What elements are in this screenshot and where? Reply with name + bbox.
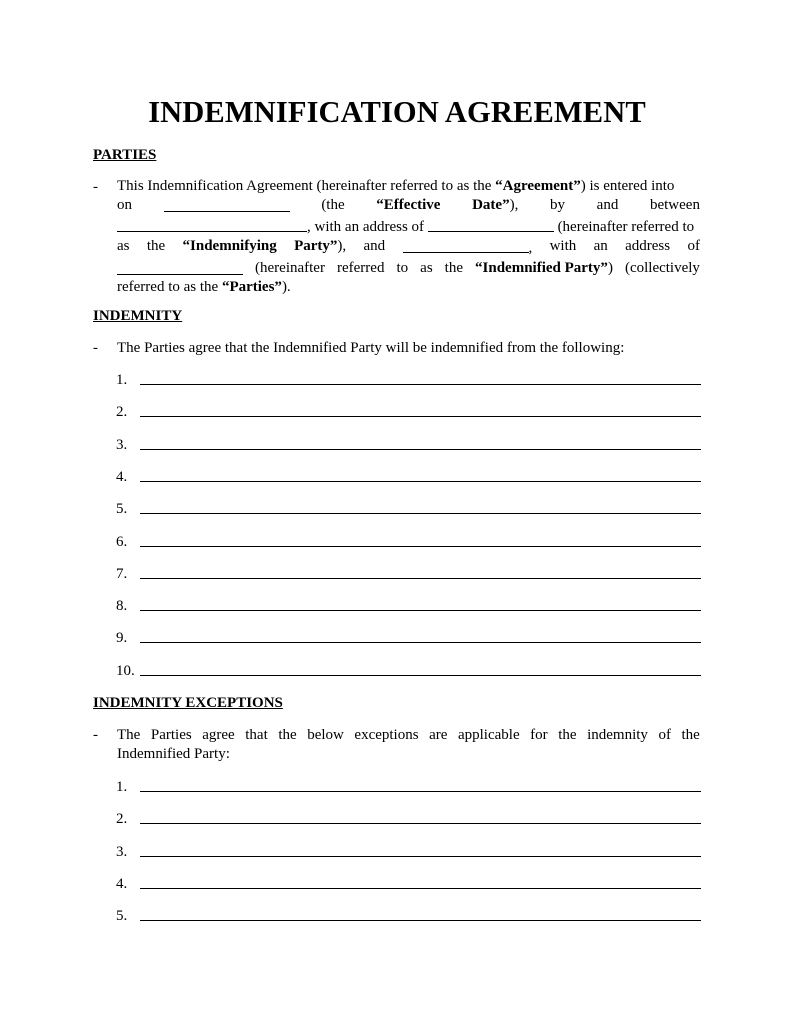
item-number: 3.	[116, 437, 128, 453]
exception-item[interactable]	[116, 777, 701, 797]
text-span: as	[117, 238, 130, 255]
text-span: of	[658, 727, 671, 743]
text-span: This Indemnification Agreement (hereinafter referred to as the	[117, 178, 496, 194]
item-number: 9.	[116, 630, 128, 646]
effective-date-blank[interactable]	[164, 197, 290, 212]
item-line[interactable]	[140, 920, 701, 921]
item-line[interactable]	[140, 675, 701, 676]
term-party-group	[294, 237, 346, 258]
text-span: below	[307, 727, 344, 743]
indemnity-item[interactable]	[116, 435, 701, 455]
item-line[interactable]	[140, 449, 701, 450]
parties-line-6	[117, 278, 700, 297]
section-heading-indemnity-exceptions: INDEMNITY EXCEPTIONS	[93, 695, 283, 711]
item-line[interactable]	[140, 856, 701, 857]
item-line[interactable]	[140, 546, 701, 547]
item-line[interactable]	[140, 610, 701, 611]
bullet-dash: -	[93, 179, 98, 195]
text-span: between	[649, 197, 700, 214]
item-line[interactable]	[140, 791, 701, 792]
indemnity-item[interactable]	[116, 628, 701, 648]
document-title: INDEMNIFICATION AGREEMENT	[148, 95, 646, 129]
indemnifying-party-name-blank[interactable]	[117, 217, 307, 232]
term-party: Party”	[294, 238, 338, 255]
item-line[interactable]	[140, 888, 701, 889]
item-line[interactable]	[140, 513, 701, 514]
exception-item[interactable]	[116, 874, 701, 894]
exceptions-line-1	[117, 726, 700, 745]
indemnity-item[interactable]	[116, 596, 701, 616]
term-date: Date”	[472, 197, 510, 214]
text-span: address	[625, 238, 671, 255]
text-span: ),	[509, 197, 519, 214]
text-span: (hereinafter referred to	[553, 218, 695, 235]
text-span: , with an address of	[307, 218, 428, 235]
text-span: referred	[336, 259, 385, 276]
parties-line-4	[117, 237, 700, 258]
item-number: 6.	[116, 534, 128, 550]
indemnity-item[interactable]	[116, 499, 701, 519]
text-span: ) is entered into	[580, 178, 675, 194]
indemnifying-party-address-blank[interactable]	[428, 217, 554, 232]
text-span: applicable	[457, 727, 520, 743]
text-span: The	[117, 727, 141, 743]
text-span: )	[607, 259, 613, 276]
text-span: with	[549, 238, 577, 255]
text-span: on	[117, 197, 132, 214]
text-span: the	[444, 259, 463, 276]
parties-line-1	[117, 177, 700, 196]
indemnity-item[interactable]	[116, 402, 701, 422]
indemnified-party-name-group	[403, 237, 533, 258]
term-date-group	[472, 196, 518, 215]
item-number: 5.	[116, 501, 128, 517]
exceptions-paragraph	[117, 726, 700, 765]
text-span: (collectively	[624, 259, 700, 276]
text-span: ),	[337, 238, 347, 255]
text-span: the	[558, 727, 577, 743]
indemnity-item[interactable]	[116, 661, 701, 681]
text-span: (hereinafter	[255, 259, 325, 276]
parties-line-3	[117, 216, 700, 237]
item-number: 4.	[116, 876, 128, 892]
term-parties: “Parties”	[221, 279, 282, 296]
indemnity-item[interactable]	[116, 532, 701, 552]
item-line[interactable]	[140, 384, 701, 385]
text-span: referred to as the	[117, 279, 222, 296]
text-span: by	[550, 197, 565, 214]
term-effective: “Effective	[376, 197, 441, 214]
exceptions-line-2: Indemnified Party:	[117, 746, 230, 763]
exception-item[interactable]	[116, 809, 701, 829]
section-heading-indemnity: INDEMNITY	[93, 308, 183, 324]
term-indemnified-party: “Indemnified Party”	[475, 259, 608, 276]
text-span: the	[681, 727, 700, 743]
item-line[interactable]	[140, 642, 701, 643]
parties-paragraph	[117, 177, 700, 297]
text-span: for	[530, 727, 548, 743]
indemnity-paragraph	[117, 339, 700, 358]
item-number: 8.	[116, 598, 128, 614]
exception-item[interactable]	[116, 906, 701, 926]
text-span: an	[593, 238, 608, 255]
text-span: the	[146, 238, 166, 255]
term-indemnifying: “Indemnifying	[182, 238, 277, 255]
text-span: ,	[528, 240, 533, 257]
item-number: 4.	[116, 469, 128, 485]
text-span: exceptions	[354, 727, 419, 743]
term-agreement: “Agreement”	[495, 178, 581, 194]
text-span: ).	[281, 279, 291, 296]
parties-line-5	[117, 259, 700, 278]
item-line[interactable]	[140, 481, 701, 482]
text-span: (the	[321, 197, 345, 214]
parties-line-2	[117, 196, 700, 215]
item-number: 10.	[116, 663, 135, 679]
text-span: of	[687, 238, 700, 255]
item-number: 2.	[116, 811, 128, 827]
item-number: 1.	[116, 779, 128, 795]
item-line[interactable]	[140, 578, 701, 579]
text-span: and	[363, 238, 386, 255]
section-heading-parties: PARTIES	[93, 147, 157, 163]
item-number: 1.	[116, 372, 128, 388]
text-span: are	[429, 727, 448, 743]
indemnified-party-address-blank[interactable]	[117, 260, 243, 275]
indemnity-item[interactable]	[116, 564, 701, 584]
indemnity-item[interactable]	[116, 370, 701, 390]
item-number: 3.	[116, 844, 128, 860]
item-number: 5.	[116, 908, 128, 924]
bullet-dash: -	[93, 340, 98, 356]
text-span: the	[278, 727, 297, 743]
bullet-dash: -	[93, 727, 98, 743]
indemnity-text: The Parties agree that the Indemnified Party will be indemnified from the following:	[117, 340, 625, 356]
text-span: Parties	[150, 727, 192, 743]
indemnity-item[interactable]	[116, 467, 701, 487]
item-number: 7.	[116, 566, 128, 582]
term-indemnified-party-group	[475, 259, 613, 278]
text-span: indemnity	[587, 727, 648, 743]
text-span: that	[245, 727, 268, 743]
text-span: agree	[202, 727, 235, 743]
exception-item[interactable]	[116, 842, 701, 862]
item-number: 2.	[116, 404, 128, 420]
text-span: to	[396, 259, 409, 276]
text-span: and	[596, 197, 619, 214]
indemnified-party-name-blank[interactable]	[403, 238, 529, 253]
item-line[interactable]	[140, 416, 701, 417]
item-line[interactable]	[140, 823, 701, 824]
text-span: as	[420, 259, 433, 276]
